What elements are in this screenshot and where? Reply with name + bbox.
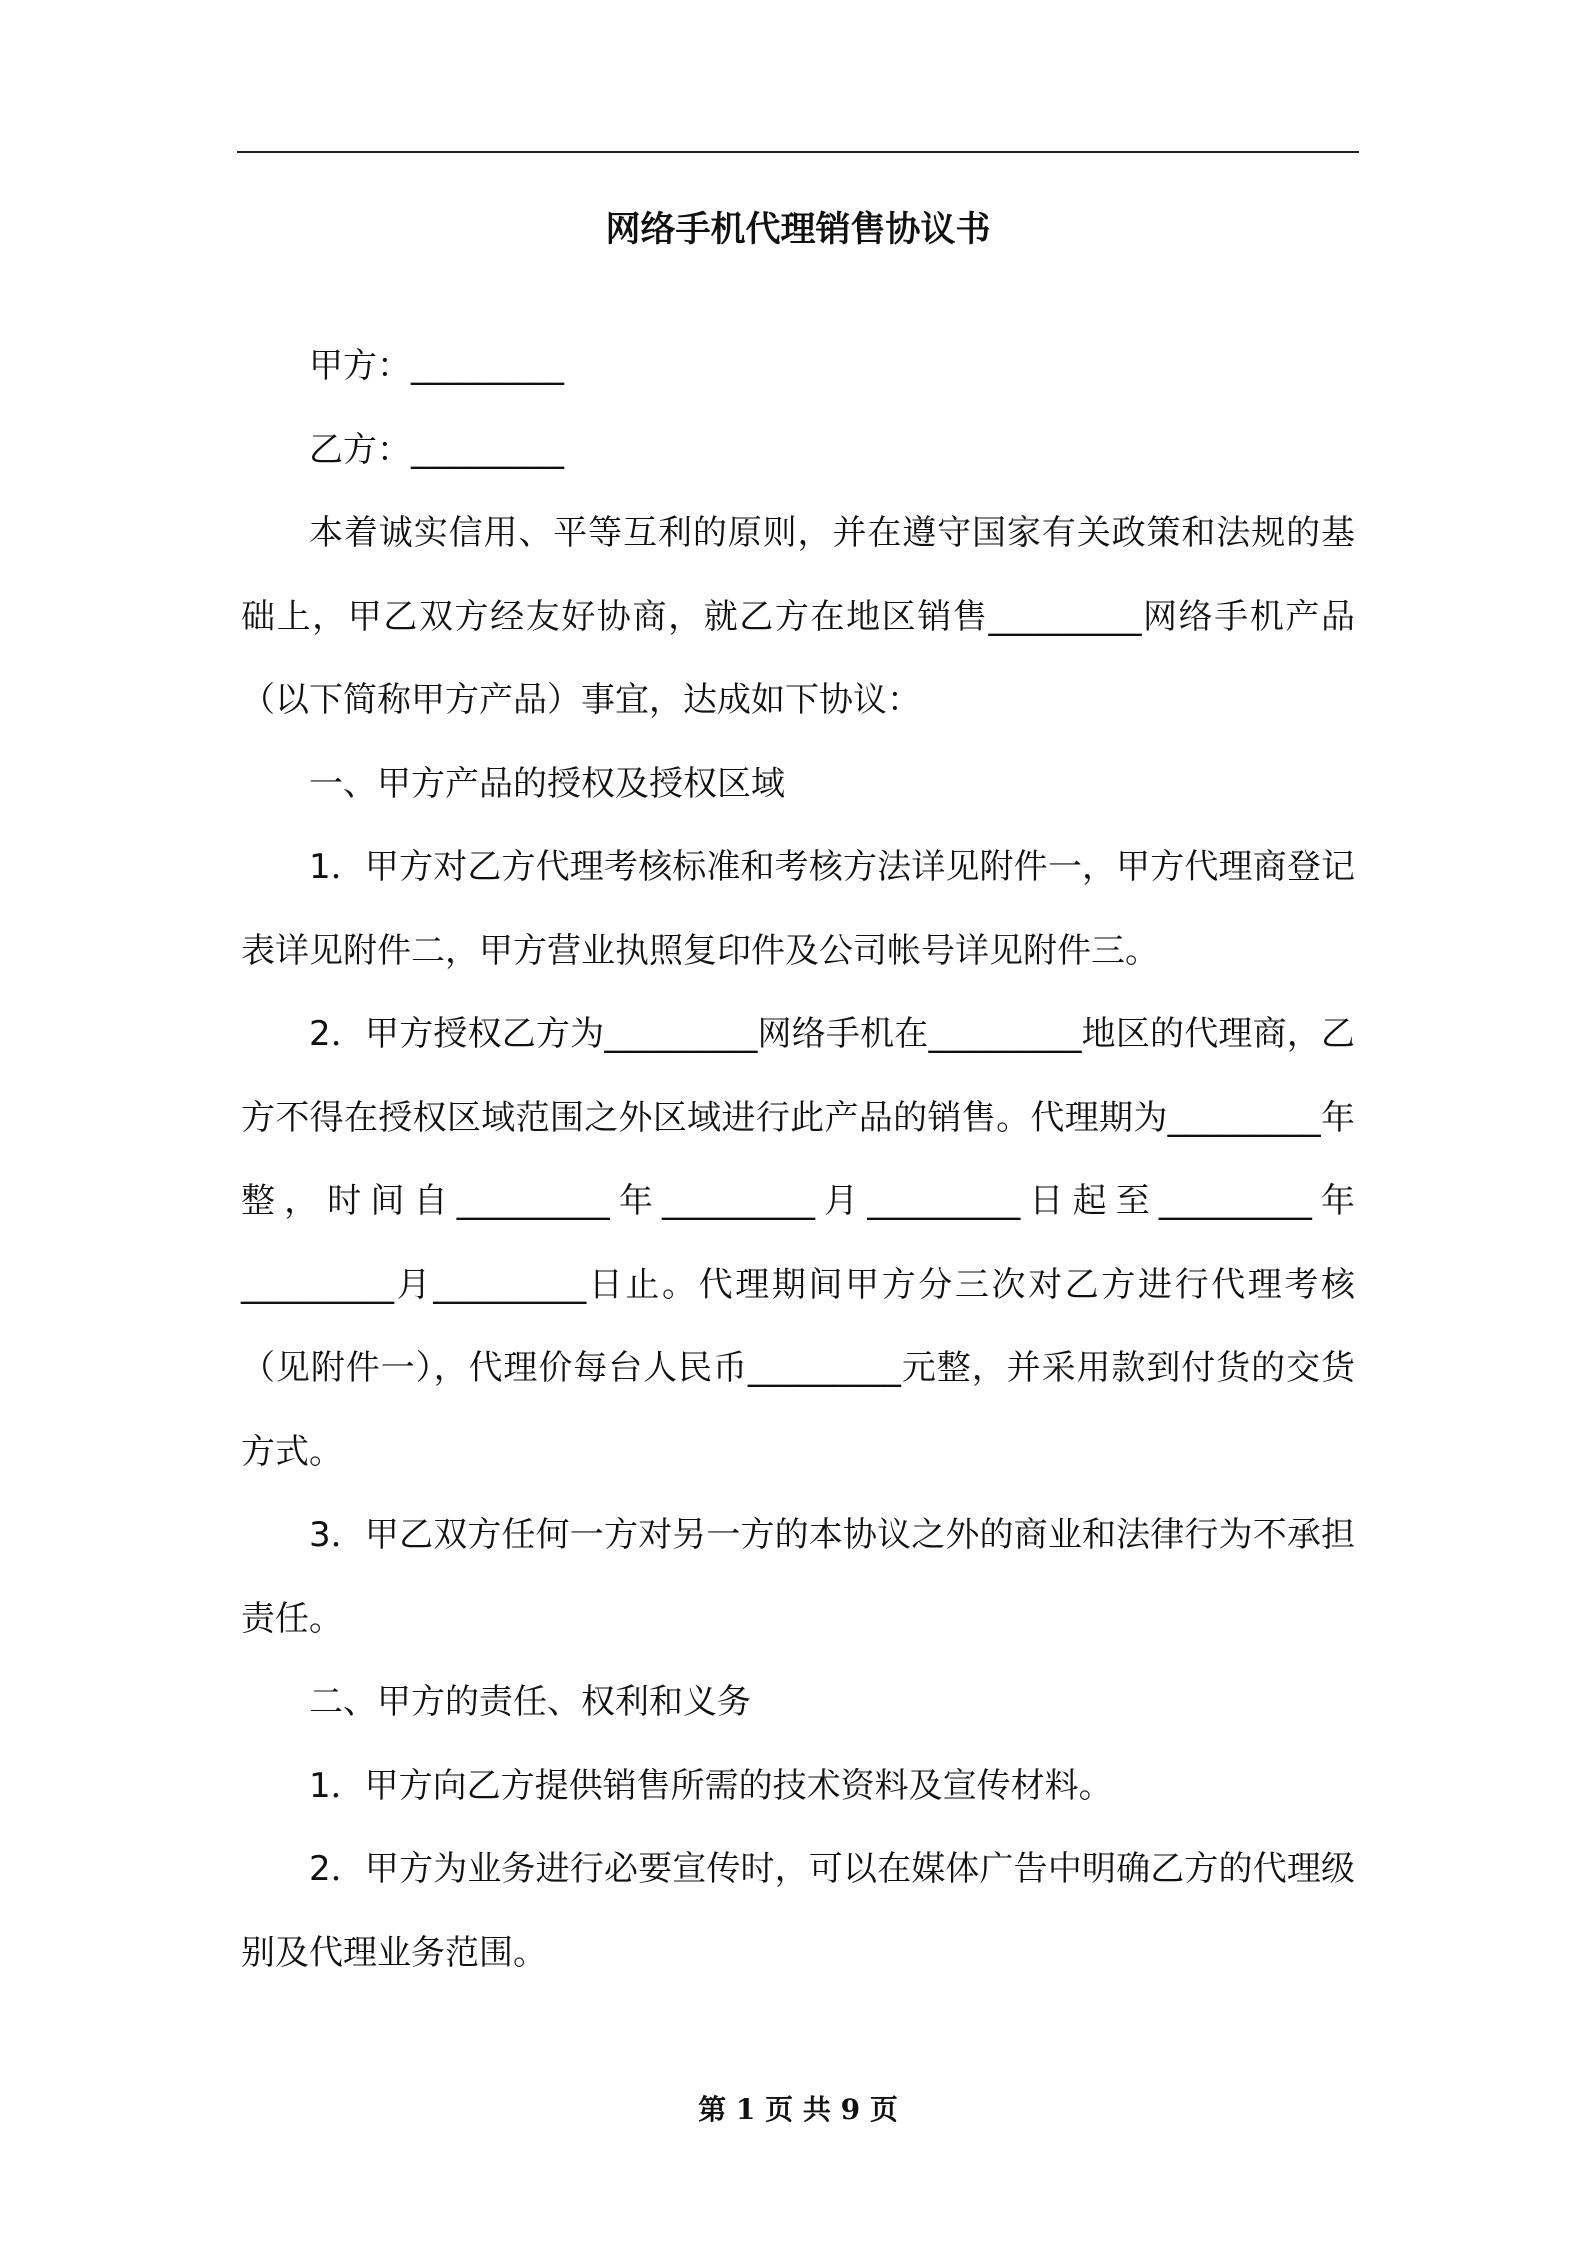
document-title: 网络手机代理销售协议书 [605, 210, 991, 250]
section-1-heading: 一、甲方产品的授权及授权区域 [309, 763, 785, 804]
header-rule [237, 151, 1359, 153]
page-number: 第 1 页 共 9 页 [698, 2093, 898, 2126]
section-2-heading: 二、甲方的责任、权利和义务 [309, 1682, 751, 1722]
section-1-item-3: 3．甲乙双方任何一方对另一方的本协议之外的商业和法律行为不承担责任。 [241, 1515, 1355, 1639]
section-1-item-2: 2．甲方授权乙方为_________网络手机在_________地区的代理商，乙方不得在授权区域范围之外区域进行此产品的销售。代理期为_________年整，时间自_________年_________月_________日起至_________年_________月_________日止。代理期间甲方分三次对乙方进行代理考核（见附件一），代理价每台人民币_________元整，并采用款到付货的交货方式。 [241, 1014, 1355, 1472]
party-b-line: 乙方：_________ [309, 429, 564, 470]
intro-paragraph: 本着诚实信用、平等互利的原则，并在遵守国家有关政策和法规的基础上，甲乙双方经友好协商，就乙方在地区销售_________网络手机产品（以下简称甲方产品）事宜，达成如下协议： [241, 513, 1355, 720]
document-body [241, 325, 1355, 1995]
section-2-item-2: 2．甲方为业务进行必要宣传时，可以在媒体广告中明确乙方的代理级别及代理业务范围。 [241, 1849, 1355, 1973]
section-2-item-1: 1．甲方向乙方提供销售所需的技术资料及宣传材料。 [309, 1765, 1113, 1806]
section-1-item-1: 1．甲方对乙方代理考核标准和考核方法详见附件一，甲方代理商登记表详见附件二，甲方营业执照复印件及公司帐号详见附件三。 [241, 847, 1355, 971]
party-a-line: 甲方：_________ [309, 346, 564, 386]
